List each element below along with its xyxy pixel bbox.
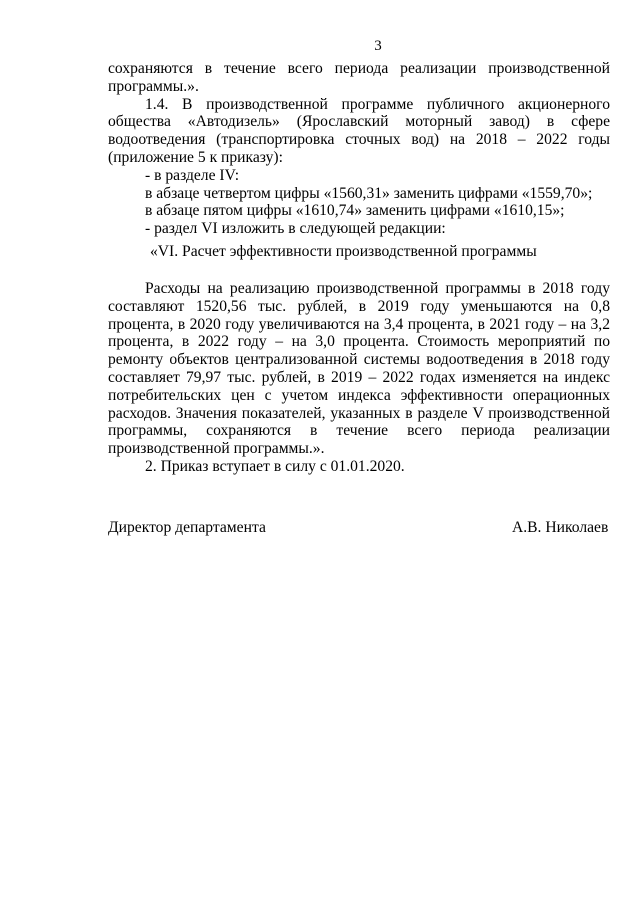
section-title: «VI. Расчет эффективности производственной программы: [150, 243, 537, 260]
list-item-paragraph-five: в абзаце пятом цифры «1610,74» заменить цифрами «1610,15»;: [145, 202, 565, 220]
paragraph-expenses: Расходы на реализацию производственной программы в 2018 году составляют 1520,56 тыс. рублей, в 2019 году уменьшаются на 0,8 процента, в 2020 году увеличиваются на 3,4 процента, в 2021 году – на 3,2 процента, в 2022 году – на 3,0 процента. Стоимость мероприятий по ремонту объектов централизованной системы водоотведения в 2018 году составляет 79,97 тыс. рублей, в 2019 – 2022 годах изменяется на индекс потребительских цен с учетом индекса эффективности операционных расходов. Значения показателей, указанных в разделе V производственной программы, сохраняются в течение всего периода реализации производственной программы.».: [108, 280, 610, 458]
paragraph-continuation: сохраняются в течение всего периода реализации производственной программы.».: [108, 60, 610, 95]
document-body: [108, 60, 610, 238]
paragraph-effective-date: 2. Приказ вступает в силу с 01.01.2020.: [145, 457, 405, 475]
page-number: 3: [374, 38, 382, 54]
signature-position: Директор департамента: [108, 519, 266, 536]
list-item-section-iv: - в разделе IV:: [145, 166, 240, 184]
list-item-section-vi: - раздел VI изложить в следующей редакции:: [145, 220, 446, 238]
signature-name: А.В. Николаев: [512, 519, 609, 536]
list-item-paragraph-four: в абзаце четвертом цифры «1560,31» заменить цифрами «1559,70»;: [145, 184, 593, 202]
section-body: [108, 280, 610, 476]
paragraph-item-1-4: 1.4. В производственной программе публичного акционерного общества «Автодизель» (Ярославский моторный завод) в сфере водоотведения (транспортировка сточных вод) на 2018 – 2022 годы (приложение 5 к приказу):: [108, 95, 610, 166]
